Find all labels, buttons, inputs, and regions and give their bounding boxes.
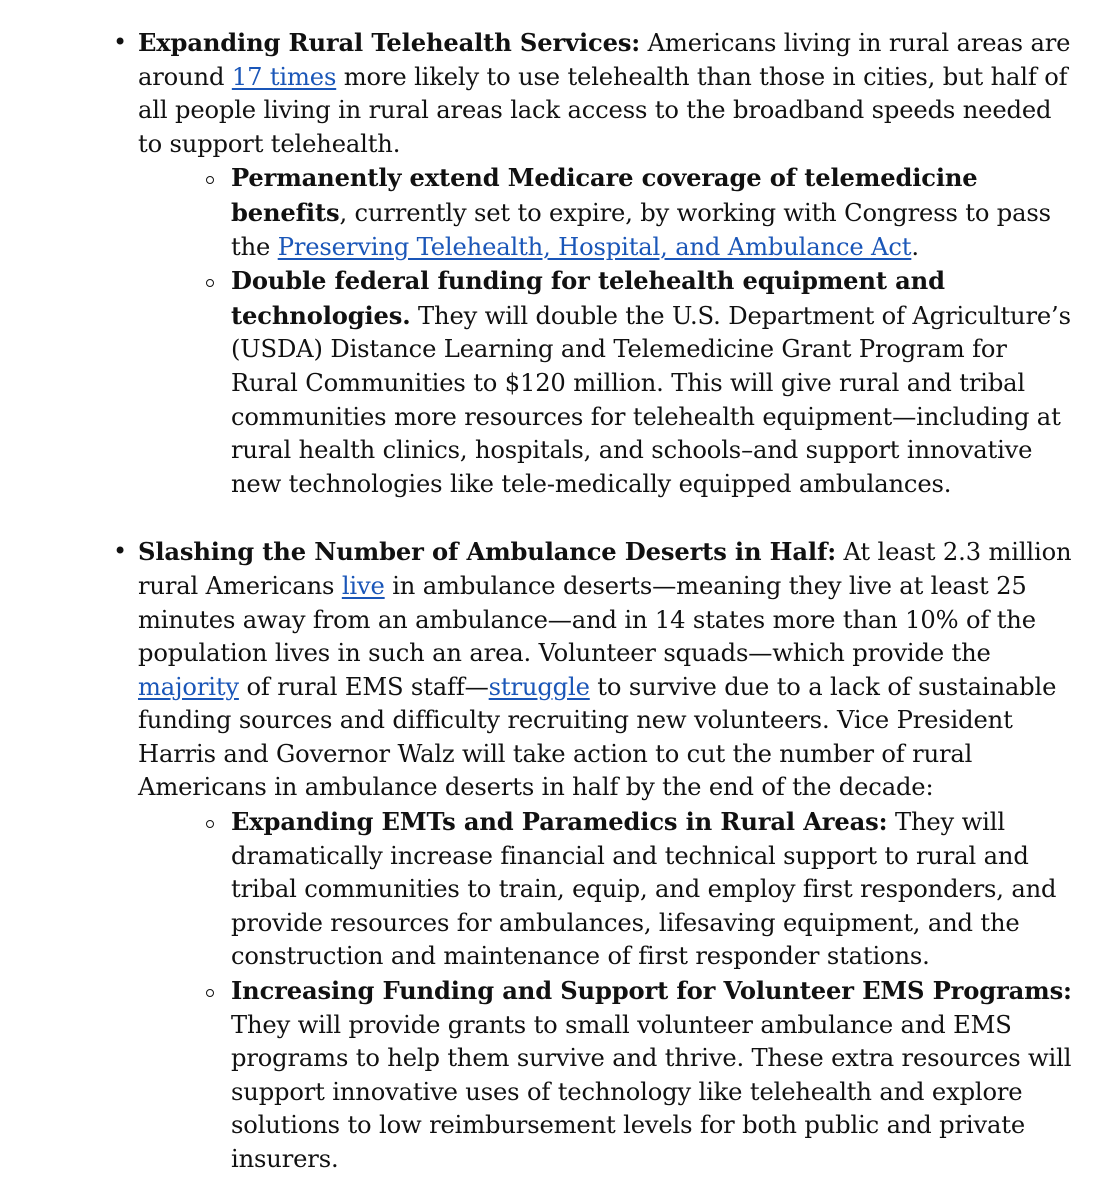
subitem-heading: Expanding EMTs and Paramedics in Rural Areas: — [231, 807, 888, 837]
section-intro-cont: of rural EMS staff— — [238, 672, 489, 701]
circle-bullet-icon — [206, 989, 214, 997]
subitem-text: They will provide grants to small volunteer ambulance and EMS programs to help them survive and thrive. These extra resources will support innovative uses of technology like telehealth and explore solutions to low reimbursement levels for both public and private insurers. — [231, 1010, 1072, 1173]
subitem-text-end: . — [911, 232, 919, 261]
bullet-icon: • — [113, 28, 128, 56]
subitem-heading: Double federal funding for telehealth equipment and technologies. — [231, 266, 945, 330]
link-majority[interactable]: majority — [138, 672, 239, 701]
subitem-text: They will double the U.S. Department of Agriculture’s (USDA) Distance Learning and Telemedicine Grant Program for Rural Communities to $120 million. This will give rural and tribal communities more resources for telehealth equipment—including at rural health clinics, hospitals, and schools–and support innovative new technologies like tele-medically equipped ambulances. — [231, 301, 1071, 498]
section-heading: Expanding Rural Telehealth Services: — [138, 28, 641, 57]
section-heading: Slashing the Number of Ambulance Deserts in Half: — [138, 537, 836, 567]
section-intro-cont: in ambulance deserts—meaning they live at least 25 minutes away from an ambulance—and in 14 states more than 10% of the population lives in such an area. Volunteer squads—which provide the — [138, 571, 1036, 668]
policy-list — [0, 26, 1120, 1177]
circle-bullet-icon — [206, 279, 214, 287]
link-17-times[interactable]: 17 times — [231, 62, 337, 91]
section-intro: At least 2.3 million rural Americans — [138, 538, 1072, 600]
link-struggle[interactable]: struggle — [488, 672, 590, 701]
subitem-double-funding — [231, 264, 1076, 501]
link-preserving-telehealth-act[interactable]: Preserving Telehealth, Hospital, and Ambulance Act — [277, 232, 912, 261]
telehealth-subitems — [138, 161, 1073, 501]
subitem-expanding-emts — [231, 805, 1076, 974]
subitem-text: , currently set to expire, by working with Congress to pass the — [231, 198, 1051, 261]
section-rural-telehealth — [113, 26, 1073, 501]
section-intro-cont: more likely to use telehealth than those in cities, but half of all people living in rural areas lack access to the broadband speeds needed to support telehealth. — [138, 62, 1068, 158]
section-intro-cont: to survive due to a lack of sustainable funding sources and difficulty recruiting new volunteers. Vice President Harris and Governor Walz will take action to cut the number of rural Americans in ambulance deserts in half by the end of the decade: — [138, 672, 1057, 802]
circle-bullet-icon — [206, 176, 214, 184]
subitem-heading: Permanently extend Medicare coverage of telemedicine benefits — [231, 163, 978, 227]
link-live[interactable]: live — [341, 571, 385, 600]
subitem-volunteer-ems — [231, 974, 1076, 1177]
circle-bullet-icon — [206, 820, 214, 828]
section-intro: Americans living in rural areas are around — [138, 29, 1071, 91]
section-ambulance-deserts — [113, 535, 1073, 1176]
subitem-text: They will dramatically increase financial and technical support to rural and tribal communities to train, equip, and employ first responders, and provide resources for ambulances, lifesaving equipment, and the construction and maintenance of first responder stations. — [231, 808, 1057, 971]
subitem-medicare-coverage — [231, 161, 1076, 264]
bullet-icon: • — [113, 537, 128, 566]
ambulance-subitems — [138, 805, 1073, 1177]
subitem-heading: Increasing Funding and Support for Volunteer EMS Programs: — [231, 976, 1072, 1006]
